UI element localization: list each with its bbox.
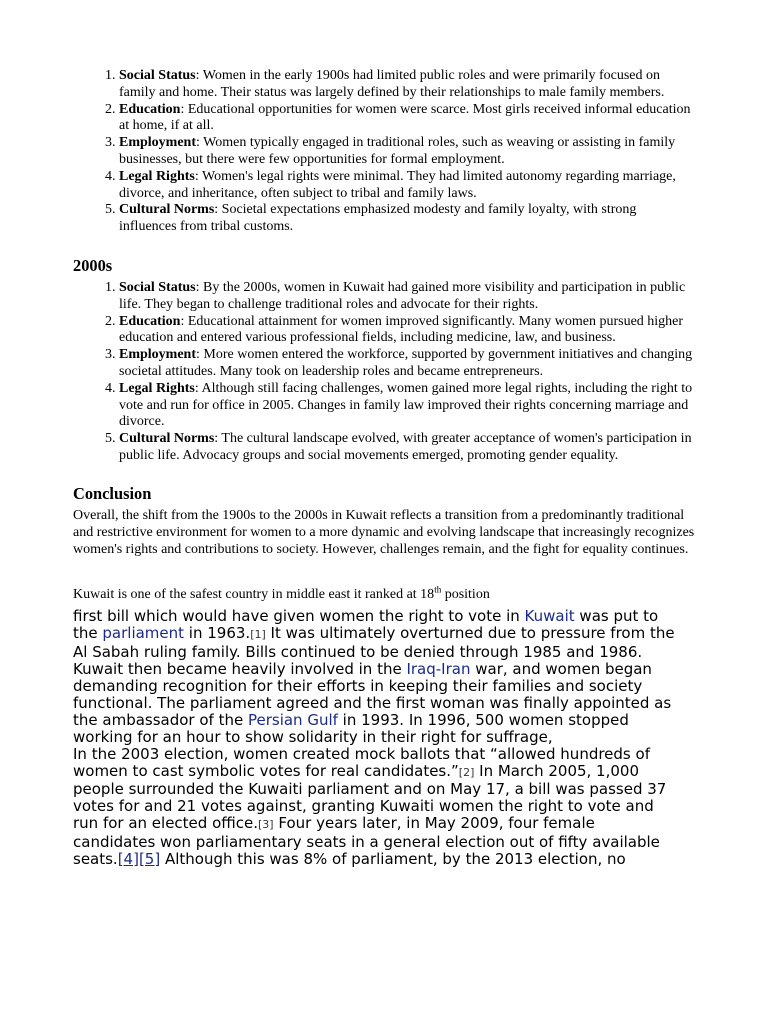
text-line: candidates won parliamentary seats in a general election out of fifty available: [73, 832, 660, 851]
item-term: Legal Rights: [119, 168, 195, 184]
citation-5[interactable]: [5]: [138, 849, 161, 868]
citation-3[interactable]: [3]: [258, 818, 274, 832]
item-text: : Women in the early 1900s had limited public roles and were primarily focused on family and home. Their status was largely defined by their relationships to male family members.: [119, 68, 665, 100]
item-text: : Women typically engaged in traditional roles, such as weaving or assisting in family businesses, but there were few opportunities for formal employment.: [119, 135, 676, 167]
list-item: [119, 381, 695, 431]
document-body: [73, 68, 695, 868]
text-run: In March 2005, 1,000: [474, 762, 640, 781]
item-text: : By the 2000s, women in Kuwait had gained more visibility and participation in public life. They began to challenge traditional roles and advocate for their rights.: [119, 279, 686, 312]
item-text: : Women's legal rights were minimal. They had limited autonomy regarding marriage, divorce, and inheritance, often subject to tribal and family laws.: [119, 168, 676, 201]
item-term: Cultural Norms: [119, 431, 215, 447]
item-text: : Societal expectations emphasized modesty and family loyalty, with strong influences from tribal customs.: [119, 202, 637, 235]
item-term: Cultural Norms: [119, 202, 215, 218]
text-line: votes for and 21 votes against, granting Kuwaiti women the right to vote and: [73, 797, 654, 816]
text-run: women to cast symbolic votes for real candidates.”: [73, 762, 459, 781]
text-run: in 1963.: [184, 624, 251, 643]
item-text: : Educational opportunities for women were scarce. Most girls received informal education at home, if at all.: [119, 101, 691, 134]
text-run: the: [73, 624, 103, 643]
text-line: functional. The parliament agreed and the first woman was finally appointed as: [73, 693, 672, 712]
text-run: war, and women began: [470, 659, 652, 678]
safety-text: Kuwait is one of the safest country in middle east it ranked at 18: [73, 587, 435, 603]
text-line: [73, 625, 695, 643]
list-item: [119, 431, 695, 465]
heading-2000s: 2000s: [73, 255, 113, 275]
safety-paragraph: [73, 584, 695, 604]
list-item: [119, 347, 695, 381]
list-item: [119, 68, 695, 102]
list-1900s: [73, 68, 695, 236]
list-item: [119, 169, 695, 203]
text-run: Although this was 8% of parliament, by the 2013 election, no: [160, 849, 626, 868]
text-line: [73, 712, 695, 729]
text-run: was put to: [574, 607, 659, 626]
list-item: [119, 135, 695, 169]
text-run: the ambassador of the: [73, 710, 248, 729]
link-kuwait[interactable]: Kuwait: [524, 607, 575, 626]
item-text: : Educational attainment for women improved significantly. Many women pursued higher education and entered various professional fields, including medicine, law, and business.: [119, 313, 684, 346]
link-persian-gulf[interactable]: Persian Gulf: [247, 710, 338, 729]
text-run: seats.: [73, 849, 118, 868]
item-term: Social Status: [119, 68, 196, 83]
text-run: Kuwait then became heavily involved in the: [73, 659, 407, 678]
text-line: demanding recognition for their efforts in keeping their families and society: [73, 676, 643, 695]
list-item: [119, 314, 695, 348]
text-line: people surrounded the Kuwaiti parliament and on May 17, a bill was passed 37: [73, 780, 667, 799]
text-line: [73, 763, 695, 781]
text-run: It was ultimately overturned due to pressure from the: [265, 624, 675, 643]
item-text: : Although still facing challenges, women gained more legal rights, including the right to vote and run for office in 2005. Changes in family law improved their rights concerning marriage and divorce.: [119, 380, 693, 430]
text-line: [73, 851, 695, 868]
conclusion-paragraph: Overall, the shift from the 1900s to the 2000s in Kuwait reflects a transition from a predominantly traditional and restrictive environment for women to a more dynamic and evolving landscape that increasingly recognizes women's rights and contributions to society. However, challenges remain, and the fight for equality continues.: [73, 507, 695, 557]
item-term: Employment: [119, 135, 196, 151]
item-term: Education: [119, 101, 181, 117]
text-line: In the 2003 election, women created mock ballots that “allowed hundreds of: [73, 745, 650, 764]
text-run: first bill which would have given women the right to vote in: [73, 607, 525, 626]
list-item: [119, 280, 695, 314]
citation-4[interactable]: [4]: [117, 849, 139, 868]
text-line: [73, 661, 695, 678]
item-term: Education: [119, 313, 181, 329]
text-line: [73, 608, 695, 625]
ordinal-suffix: th: [434, 584, 442, 595]
text-line: [73, 815, 695, 833]
text-run: in 1993. In 1996, 500 women stopped: [337, 710, 629, 729]
item-term: Employment: [119, 347, 196, 363]
list-item: [119, 202, 695, 236]
link-parliament[interactable]: parliament: [102, 624, 185, 643]
item-text: : The cultural landscape evolved, with greater acceptance of women's participation in public life. Advocacy groups and social movements emerged, promoting gender equality.: [119, 431, 692, 463]
text-run: run for an elected office.: [73, 814, 259, 833]
list-2000s: [73, 280, 695, 465]
item-term: Legal Rights: [119, 380, 195, 396]
citation-1[interactable]: [1]: [250, 628, 266, 642]
text-line: working for an hour to show solidarity in their right for suffrage,: [73, 728, 553, 747]
list-item: [119, 102, 695, 136]
heading-conclusion: Conclusion: [73, 483, 152, 503]
text-line: Al Sabah ruling family. Bills continued to be denied through 1985 and 1986.: [73, 642, 643, 661]
item-text: : More women entered the workforce, supported by government initiatives and changing societal attitudes. Many took on leadership roles and became entrepreneurs.: [119, 347, 693, 379]
item-term: Social Status: [119, 279, 196, 295]
text-run: Four years later, in May 2009, four female: [273, 814, 595, 833]
history-paragraph: [73, 608, 695, 867]
safety-tail: position: [441, 587, 490, 603]
citation-2[interactable]: [2]: [458, 766, 475, 780]
link-iraq-iran[interactable]: Iraq-Iran: [406, 659, 471, 678]
